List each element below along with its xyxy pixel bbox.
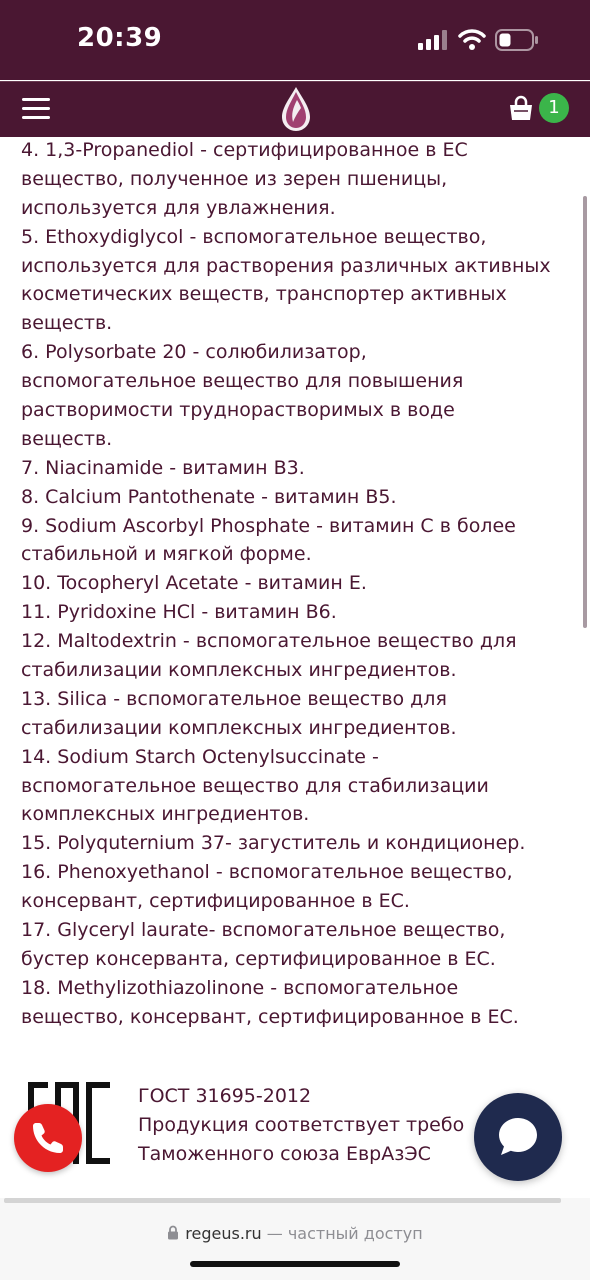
- phone-icon: [30, 1120, 66, 1156]
- home-indicator[interactable]: [190, 1261, 400, 1267]
- lock-icon: [167, 1225, 179, 1240]
- ingredients-line: 16. Phenoxyethanol - вспомогательное вещество,: [21, 861, 513, 884]
- ingredients-line: консервант, сертифицированное в ЕС.: [21, 890, 410, 913]
- ingredients-line: используется для увлажнения.: [21, 196, 336, 219]
- ingredients-line: бустер консерванта, сертифицированное в ЕС.: [21, 947, 496, 970]
- customs-union-text: Таможенного союза ЕврАзЭС: [138, 1143, 431, 1165]
- ingredients-line: 10. Tocopheryl Acetate - витамин Е.: [21, 572, 367, 595]
- scrollbar[interactable]: [583, 196, 587, 628]
- phone-call-button[interactable]: [14, 1104, 82, 1172]
- ingredients-line: вещество, консервант, сертифицированное в ЕС.: [21, 1005, 519, 1028]
- ingredients-list: [21, 136, 569, 1076]
- chat-button[interactable]: [474, 1093, 562, 1181]
- wifi-icon: [458, 28, 486, 50]
- ingredients-line: 8. Calcium Pantothenate - витамин В5.: [21, 485, 397, 508]
- ingredients-line: стабилизации комплексных ингредиентов.: [21, 716, 457, 739]
- address-domain: regeus.ru: [185, 1224, 262, 1243]
- shopping-bag-icon[interactable]: [507, 95, 535, 123]
- status-bar: [0, 0, 590, 80]
- ingredients-line: 9. Sodium Ascorbyl Phosphate - витамин С в более: [21, 514, 516, 537]
- ingredients-line: 4. 1,3-Propanediol - сертифицированное в ЕС: [21, 139, 468, 161]
- ingredients-line: 18. Methylizothiazolinone - вспомогательное: [21, 976, 459, 999]
- signal-icon: [418, 30, 448, 50]
- gost-label: ГОСТ 31695-2012: [138, 1085, 312, 1107]
- cart-count-badge[interactable]: 1: [539, 93, 569, 123]
- ingredients-line: 17. Glyceryl laurate- вспомогательное вещество,: [21, 919, 506, 942]
- ingredients-line: веществ.: [21, 312, 113, 335]
- ingredients-line: растворимости труднорастворимых в воде: [21, 399, 455, 422]
- ingredients-line: вещество, полученное из зерен пшеницы,: [21, 167, 448, 190]
- ingredients-line: 15. Polyquternium 37- загуститель и кондиционер.: [21, 832, 526, 855]
- ingredients-line: 11. Pyridoxine HCl - витамин В6.: [21, 601, 337, 624]
- browser-address-bar[interactable]: [0, 1198, 590, 1280]
- ingredients-line: 6. Polysorbate 20 - солюбилизатор,: [21, 341, 367, 364]
- app-header: [0, 81, 590, 137]
- ingredients-line: используется для растворения различных активных: [21, 254, 551, 277]
- compliance-text: Продукция соответствует требо: [138, 1114, 465, 1136]
- logo[interactable]: [280, 86, 312, 132]
- certification-info: [138, 1082, 464, 1169]
- ingredients-line: стабильной и мягкой форме.: [21, 543, 312, 566]
- ingredients-line: вспомогательное вещество для стабилизации: [21, 774, 489, 797]
- hamburger-menu-icon[interactable]: [22, 98, 50, 120]
- ingredients-line: косметических веществ, транспортер активных: [21, 283, 507, 306]
- battery-icon: [495, 29, 539, 51]
- ingredients-line: 7. Niacinamide - витамин В3.: [21, 456, 305, 479]
- address-suffix: — частный доступ: [266, 1224, 423, 1243]
- ingredients-line: 13. Silica - вспомогательное вещество для: [21, 687, 447, 710]
- status-time: 20:39: [77, 23, 163, 53]
- ingredients-line: 12. Maltodextrin - вспомогательное вещество для: [21, 630, 517, 653]
- ingredients-line: 14. Sodium Starch Octenylsuccinate -: [21, 745, 379, 768]
- address-row[interactable]: [0, 1224, 590, 1243]
- ingredients-line: 5. Ethoxydiglycol - вспомогательное вещество,: [21, 225, 487, 248]
- ingredients-line: стабилизации комплексных ингредиентов.: [21, 659, 457, 682]
- ingredients-line: веществ.: [21, 427, 113, 450]
- chat-bubble-icon: [496, 1115, 540, 1159]
- ingredients-line: комплексных ингредиентов.: [21, 803, 310, 826]
- divider: [4, 1198, 561, 1203]
- ingredients-line: вспомогательное вещество для повышения: [21, 370, 464, 393]
